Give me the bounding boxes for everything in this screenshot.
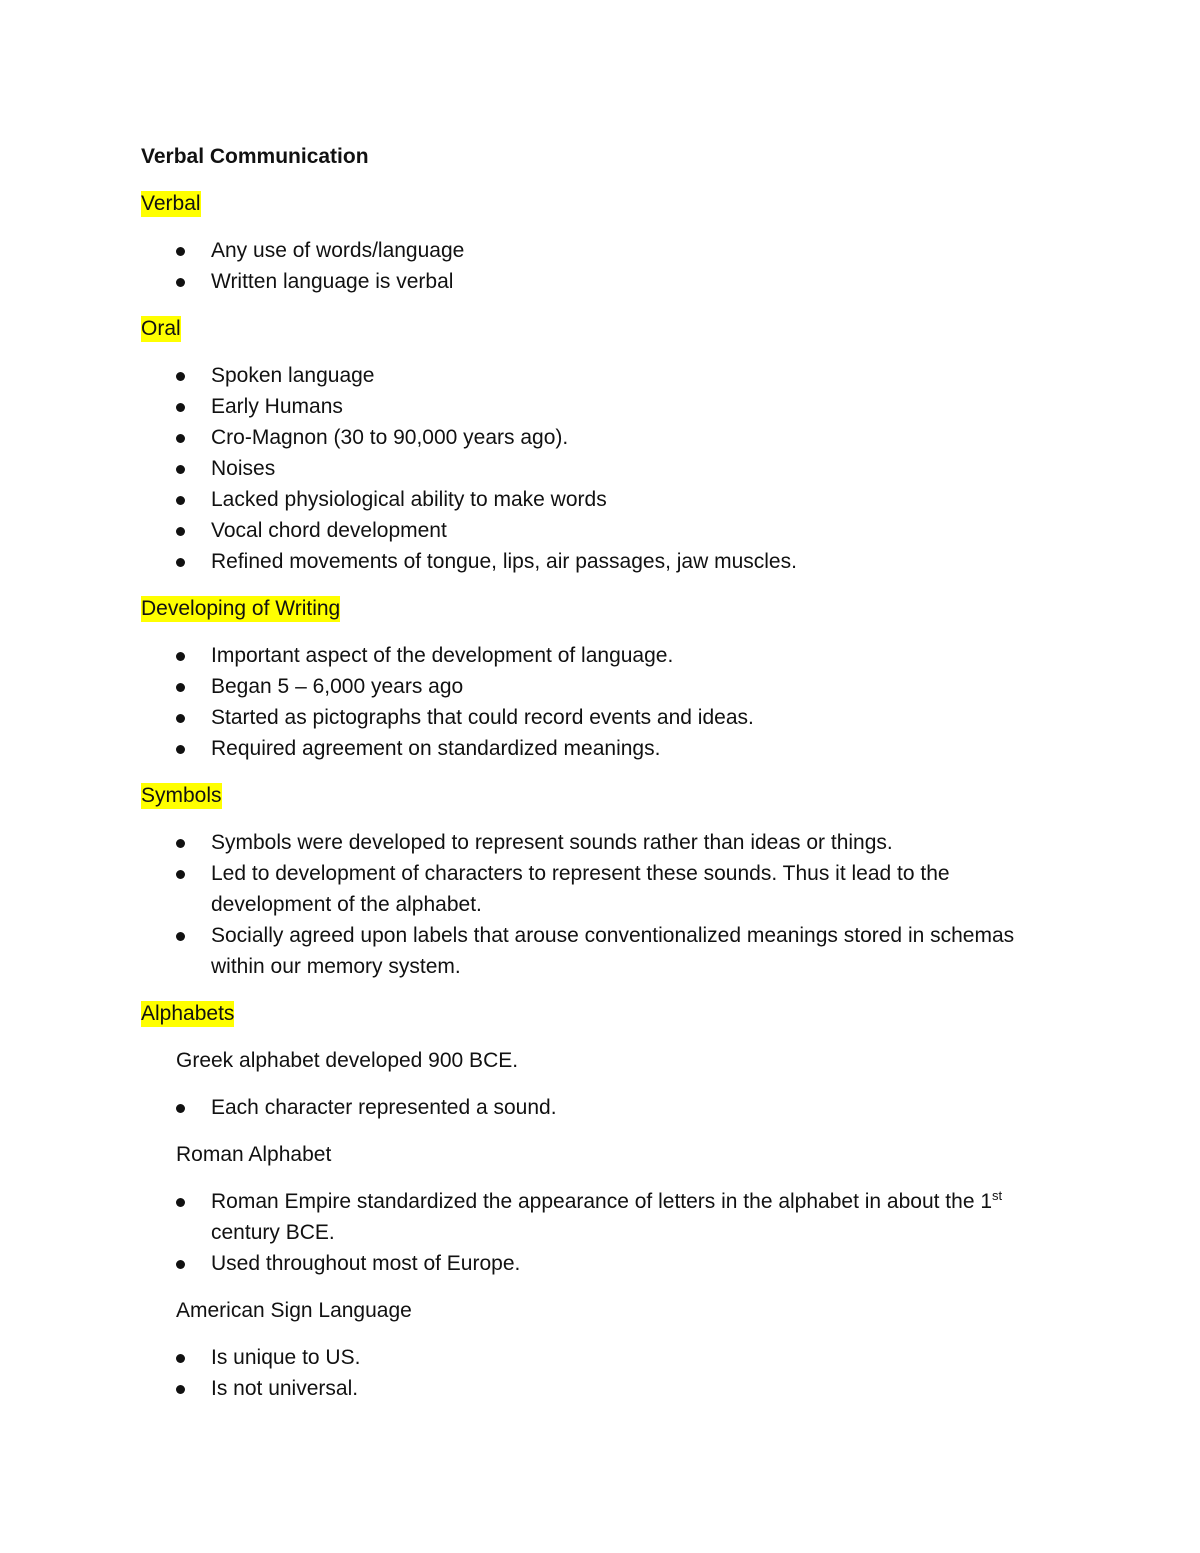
list-item: [141, 391, 1041, 422]
list-item: [141, 671, 1041, 702]
heading-highlight: Oral: [141, 317, 181, 340]
list-item-text: Began 5 – 6,000 years ago: [211, 675, 464, 698]
document-title: Verbal Communication: [141, 145, 369, 168]
bullet-icon: [176, 652, 185, 661]
bullet-icon: [176, 839, 185, 848]
bullet-icon: [176, 932, 185, 941]
bullet-icon: [176, 372, 185, 381]
list-item: [141, 360, 1041, 391]
list-item-text: Symbols were developed to represent sounds rather than ideas or things.: [211, 831, 893, 854]
list-item-text: Socially agreed upon labels that arouse conventionalized meanings stored in schemas within our memory system.: [211, 924, 1015, 978]
symbols-bullet-list: [141, 827, 1041, 982]
list-item-text: Early Humans: [211, 395, 343, 418]
section-heading-verbal: [141, 188, 1041, 219]
bullet-icon: [176, 465, 185, 474]
bullet-icon: [176, 278, 185, 287]
heading-highlight: Alphabets: [141, 1002, 235, 1025]
list-item: [141, 515, 1041, 546]
list-item: [141, 858, 1041, 920]
section-heading-writing: [141, 593, 1041, 624]
list-item-text: Vocal chord development: [211, 519, 447, 542]
roman-alphabet-intro: Roman Alphabet: [176, 1143, 332, 1166]
list-item-text: Noises: [211, 457, 276, 480]
asl-bullet-list: [141, 1342, 1041, 1404]
bullet-icon: [176, 1260, 185, 1269]
document-body: [141, 141, 1041, 1420]
text-segment: Roman Empire standardized the appearance of letters in the alphabet in about the 1: [211, 1190, 993, 1213]
list-item-text: Lacked physiological ability to make words: [211, 488, 607, 511]
list-item-text: Spoken language: [211, 364, 375, 387]
bullet-icon: [176, 496, 185, 505]
list-item: [141, 546, 1041, 577]
list-item-text: Required agreement on standardized meanings.: [211, 737, 661, 760]
heading-highlight: Symbols: [141, 784, 222, 807]
bullet-icon: [176, 1354, 185, 1363]
list-item: [141, 1092, 1041, 1123]
list-item: [141, 920, 1041, 982]
list-item: [141, 1186, 1041, 1248]
list-item-text: Is not universal.: [211, 1377, 359, 1400]
list-item: [141, 422, 1041, 453]
list-item-text: Written language is verbal: [211, 270, 454, 293]
list-item: [141, 733, 1041, 764]
section-heading-symbols: [141, 780, 1041, 811]
greek-bullet-list: [141, 1092, 1041, 1123]
heading-highlight: Developing of Writing: [141, 597, 341, 620]
list-item-text: Used throughout most of Europe.: [211, 1252, 521, 1275]
bullet-icon: [176, 527, 185, 536]
asl-intro: American Sign Language: [176, 1299, 412, 1322]
list-item-text: Is unique to US.: [211, 1346, 361, 1369]
bullet-icon: [176, 870, 185, 879]
list-item-text: Started as pictographs that could record events and ideas.: [211, 706, 754, 729]
list-item: [141, 702, 1041, 733]
bullet-icon: [176, 1104, 185, 1113]
list-item: [141, 1373, 1041, 1404]
list-item: [141, 1342, 1041, 1373]
list-item-text: Refined movements of tongue, lips, air passages, jaw muscles.: [211, 550, 797, 573]
section-heading-oral: [141, 313, 1041, 344]
verbal-bullet-list: [141, 235, 1041, 297]
bullet-icon: [176, 558, 185, 567]
heading-highlight: Verbal: [141, 192, 201, 215]
roman-bullet-list: [141, 1186, 1041, 1279]
writing-bullet-list: [141, 640, 1041, 764]
list-item: [141, 453, 1041, 484]
list-item-text: Any use of words/language: [211, 239, 465, 262]
list-item: [141, 1248, 1041, 1279]
section-heading-alphabets: [141, 998, 1041, 1029]
list-item-text: Led to development of characters to represent these sounds. Thus it lead to the development of the alphabet.: [211, 862, 950, 916]
bullet-icon: [176, 745, 185, 754]
ordinal-superscript: st: [992, 1188, 1003, 1203]
list-item: [141, 640, 1041, 671]
list-item: [141, 235, 1041, 266]
bullet-icon: [176, 403, 185, 412]
bullet-icon: [176, 247, 185, 256]
list-item-text: Important aspect of the development of language.: [211, 644, 674, 667]
bullet-icon: [176, 1198, 185, 1207]
list-item: [141, 266, 1041, 297]
list-item-text: Cro-Magnon (30 to 90,000 years ago).: [211, 426, 569, 449]
list-item: [141, 484, 1041, 515]
text-segment: century BCE.: [211, 1221, 335, 1244]
list-item-text: [211, 1190, 1002, 1244]
list-item: [141, 827, 1041, 858]
bullet-icon: [176, 714, 185, 723]
list-item-text: Each character represented a sound.: [211, 1096, 557, 1119]
bullet-icon: [176, 683, 185, 692]
greek-alphabet-intro: Greek alphabet developed 900 BCE.: [176, 1049, 519, 1072]
oral-bullet-list: [141, 360, 1041, 577]
bullet-icon: [176, 1385, 185, 1394]
bullet-icon: [176, 434, 185, 443]
